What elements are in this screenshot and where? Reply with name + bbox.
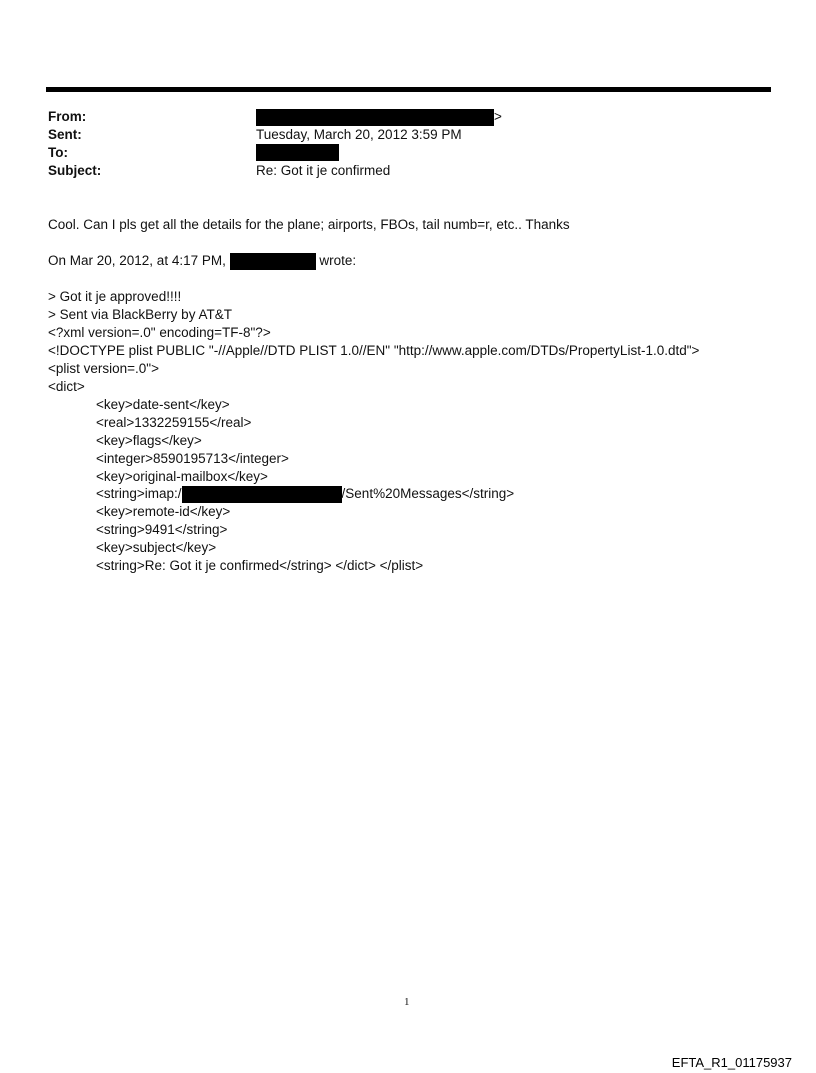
subject-label: Subject: — [48, 163, 102, 178]
plist-line: <key>subject</key> — [96, 540, 217, 555]
to-label: To: — [48, 145, 68, 160]
redaction-from — [256, 109, 494, 126]
sent-label: Sent: — [48, 127, 82, 142]
to-value — [256, 143, 339, 161]
redaction-to — [256, 144, 339, 161]
from-value — [256, 108, 502, 126]
message-text: Cool. Can I pls get all the details for the plane; airports, FBOs, tail numb=r, etc.. Thanks — [48, 217, 570, 232]
plist-mailbox-line — [96, 485, 514, 503]
from-suffix: > — [494, 109, 502, 124]
subject-value: Re: Got it je confirmed — [256, 163, 391, 178]
quoted-line: <dict> — [48, 379, 85, 394]
plist-line: <key>flags</key> — [96, 433, 202, 448]
page-number: 1 — [404, 996, 410, 1008]
from-label: From: — [48, 109, 87, 124]
reply-attribution — [48, 252, 356, 270]
quoted-line: <?xml version=.0" encoding=TF-8"?> — [48, 325, 271, 340]
sent-value: Tuesday, March 20, 2012 3:59 PM — [256, 127, 462, 142]
plist-line: <real>1332259155</real> — [96, 415, 252, 430]
quoted-line: <plist version=.0"> — [48, 361, 159, 376]
redaction-sender — [230, 253, 316, 270]
plist-line: <string>9491</string> — [96, 522, 228, 537]
mailbox-suffix: /Sent%20Messages</string> — [341, 486, 515, 501]
plist-line: <key>original-mailbox</key> — [96, 469, 268, 484]
plist-line: <key>remote-id</key> — [96, 504, 231, 519]
reply-suffix: wrote: — [319, 253, 357, 268]
quoted-line: <!DOCTYPE plist PUBLIC "-//Apple//DTD PLIST 1.0//EN" "http://www.apple.com/DTDs/PropertyList-1.0.dtd"> — [48, 343, 700, 358]
plist-line: <key>date-sent</key> — [96, 397, 230, 412]
mailbox-prefix: <string>imap:/ — [96, 486, 182, 501]
redaction-mailbox — [182, 486, 342, 503]
quoted-line: > Sent via BlackBerry by AT&T — [48, 307, 232, 322]
plist-line: <integer>8590195713</integer> — [96, 451, 289, 466]
reply-prefix: On Mar 20, 2012, at 4:17 PM, — [48, 253, 226, 268]
document-id: EFTA_R1_01175937 — [671, 1055, 792, 1070]
header-rule — [46, 87, 771, 92]
plist-line: <string>Re: Got it je confirmed</string> </dict> </plist> — [96, 558, 424, 573]
quoted-line: > Got it je approved!!!! — [48, 289, 182, 304]
